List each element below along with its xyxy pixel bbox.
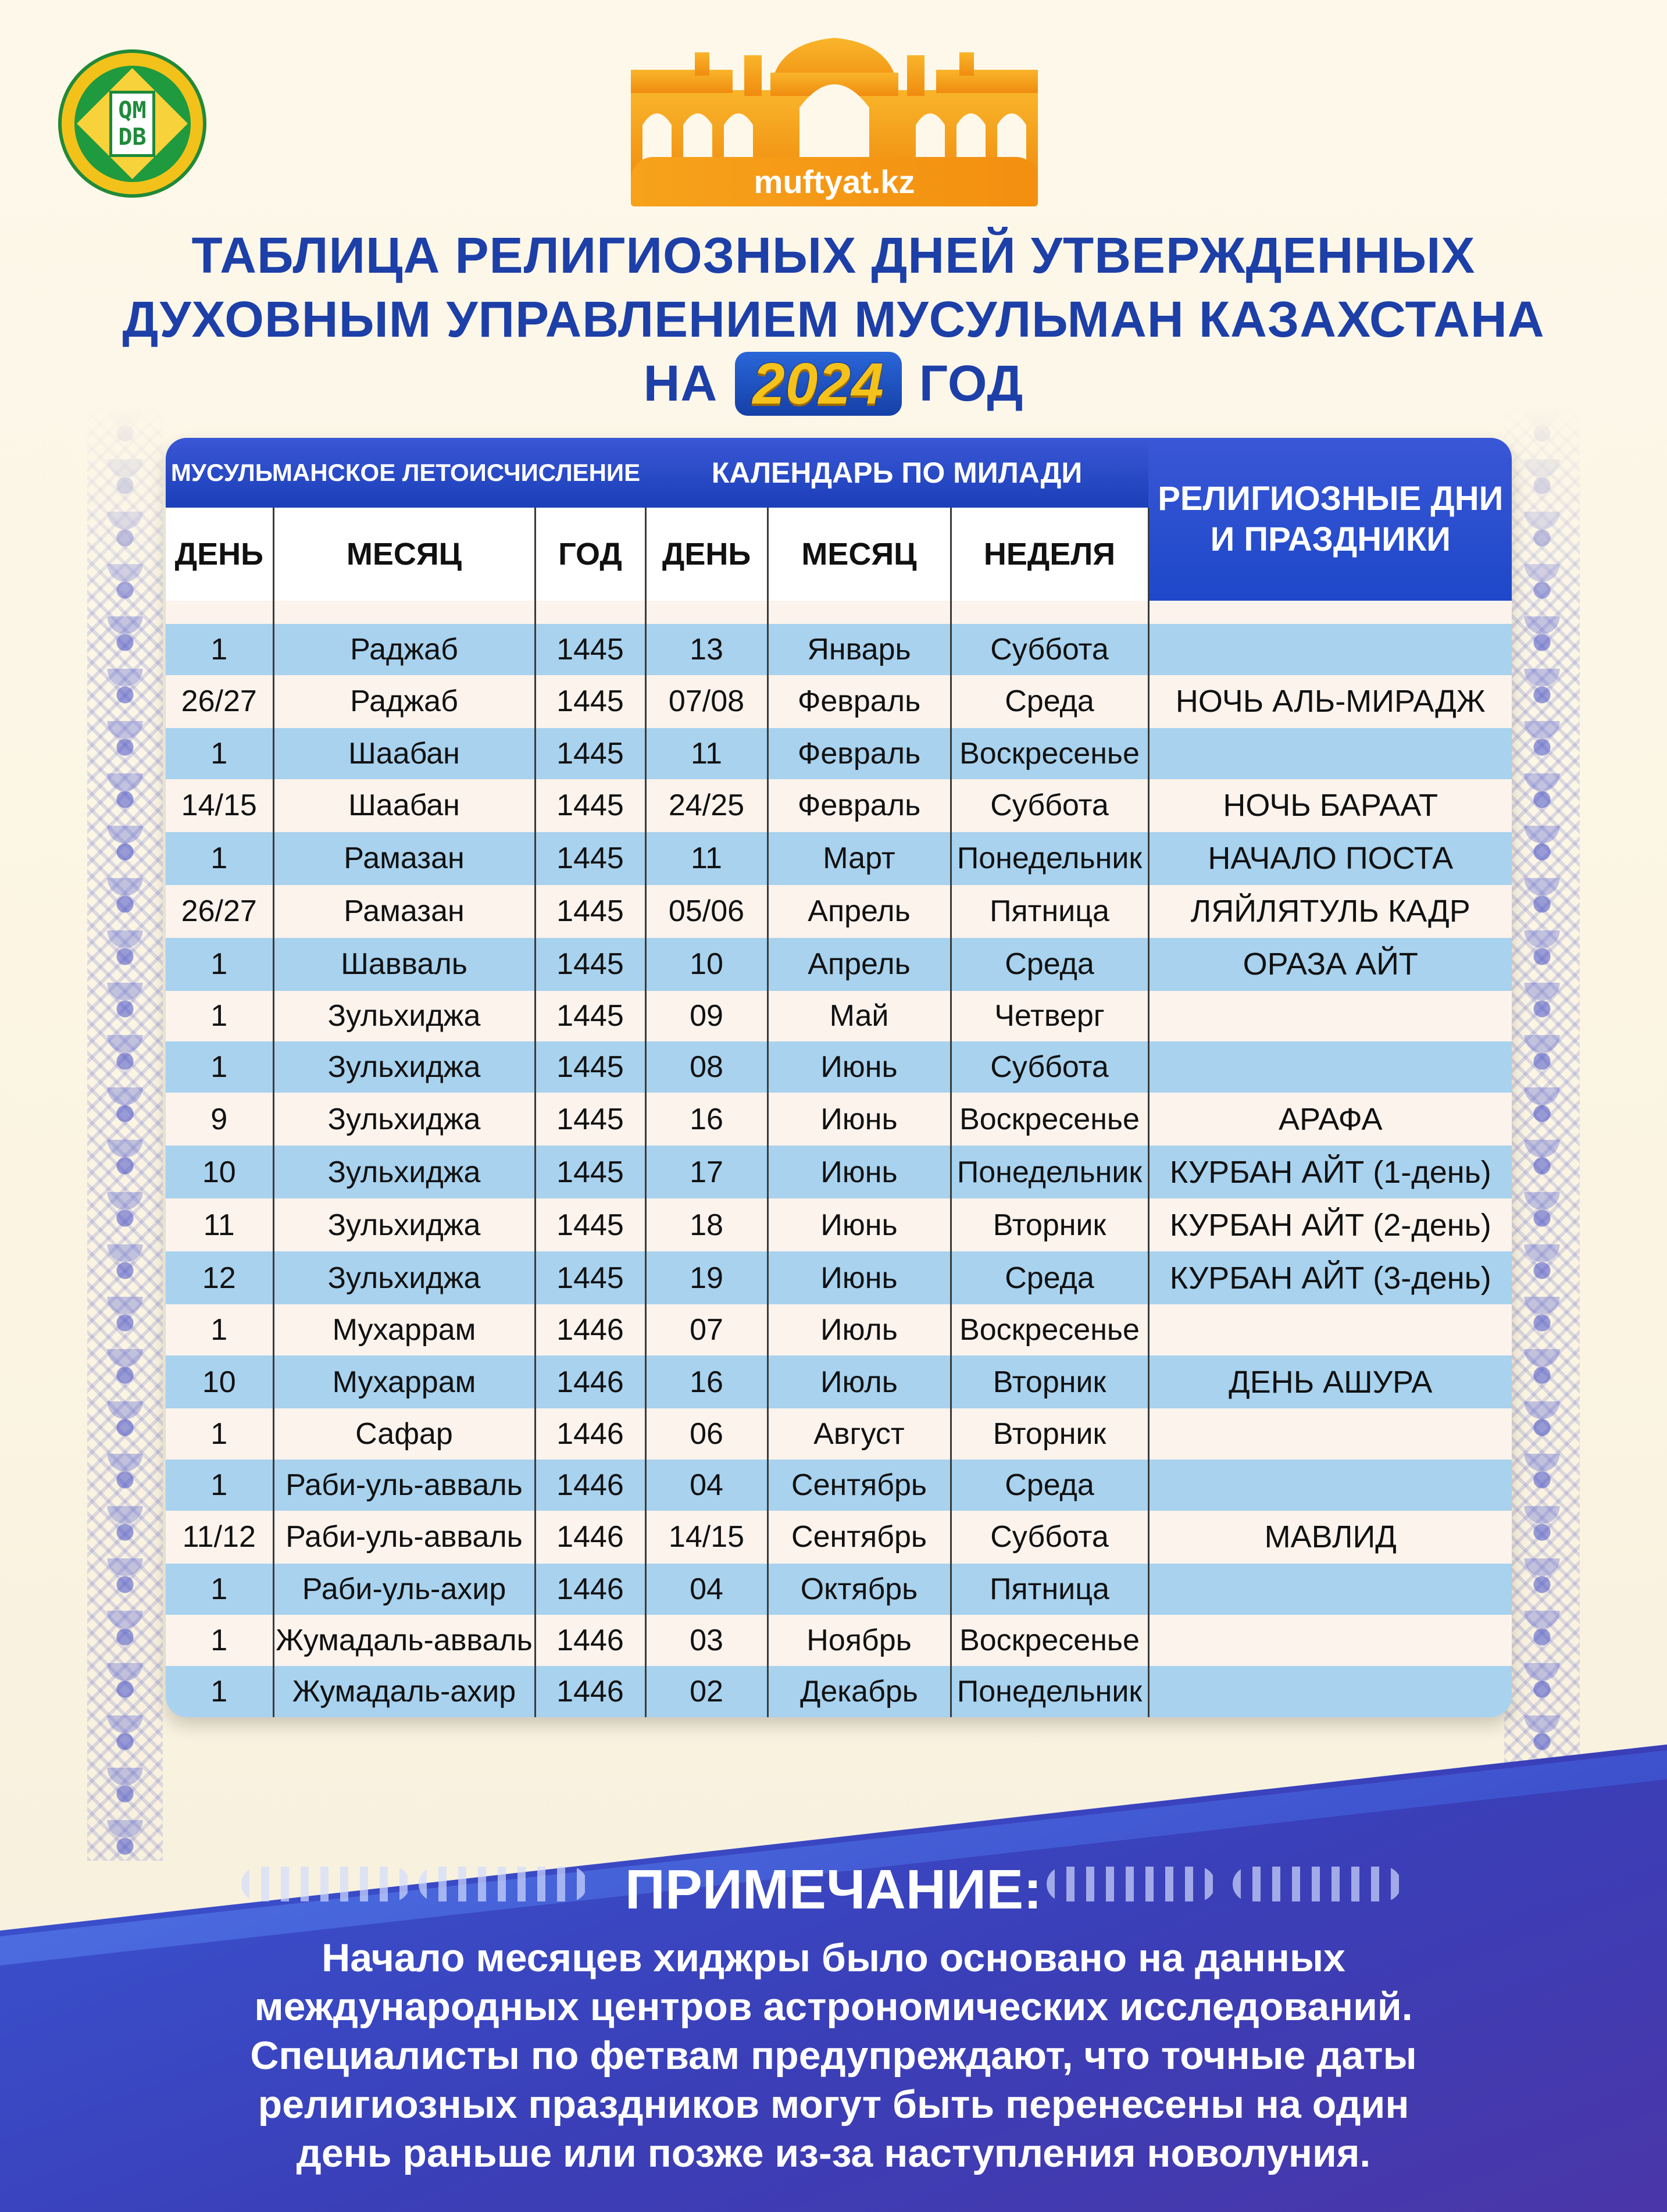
cell-weekday: Четверг (951, 991, 1148, 1042)
cell-weekday: Среда (951, 1460, 1148, 1511)
cell-miladi-day: 16 (645, 1093, 768, 1146)
cell-weekday: Вторник (951, 1198, 1148, 1251)
cell-religious-day: АРАФА (1148, 1093, 1512, 1146)
cell-hijri-year: 1445 (535, 1041, 645, 1093)
cell-hijri-day: 1 (166, 991, 273, 1042)
table-row (166, 1408, 1512, 1460)
cell-hijri-year: 1446 (535, 1666, 645, 1717)
cell-religious-day (1148, 1615, 1512, 1666)
cell-religious-day: НОЧЬ АЛЬ-МИРАДЖ (1148, 675, 1512, 728)
cell-hijri-day: 10 (166, 1355, 273, 1408)
page-title (0, 224, 1667, 416)
cell-hijri-month: Жумадаль-авваль (273, 1615, 535, 1666)
cell-weekday: Воскресенье (951, 1093, 1148, 1146)
cell-miladi-month: Октябрь (768, 1564, 951, 1615)
cell-weekday: Понедельник (951, 1666, 1148, 1717)
cell-miladi-day: 19 (645, 1251, 768, 1304)
table-row (166, 1304, 1512, 1355)
note-text (116, 1933, 1551, 2178)
cell-miladi-month: Июль (768, 1355, 951, 1408)
cell-miladi-day: 18 (645, 1198, 768, 1251)
cell-weekday: Среда (951, 938, 1148, 991)
cell-hijri-day: 26/27 (166, 675, 273, 728)
table-row (166, 1251, 1512, 1304)
cell-hijri-month: Зульхиджа (273, 991, 535, 1042)
year-badge: 2024 (735, 352, 901, 416)
cell-miladi-day: 16 (645, 1355, 768, 1408)
cell-hijri-year: 1446 (535, 1355, 645, 1408)
cell-religious-day (1148, 1564, 1512, 1615)
cell-miladi-month: Март (768, 832, 951, 885)
cell-hijri-day: 1 (166, 1615, 273, 1666)
cell-weekday: Воскресенье (951, 1304, 1148, 1355)
cell-weekday: Понедельник (951, 832, 1148, 885)
cell-miladi-month: Июнь (768, 1251, 951, 1304)
cell-weekday: Пятница (951, 1564, 1148, 1615)
cell-miladi-month: Февраль (768, 728, 951, 779)
col-header-month-miladi: МЕСЯЦ (768, 508, 951, 601)
table-row (166, 1460, 1512, 1511)
cell-hijri-day: 11/12 (166, 1511, 273, 1564)
cell-hijri-month: Зульхиджа (273, 1198, 535, 1251)
cell-miladi-month: Июнь (768, 1198, 951, 1251)
cell-hijri-month: Шавваль (273, 938, 535, 991)
cell-hijri-month: Раджаб (273, 624, 535, 675)
table-row (166, 1564, 1512, 1615)
cell-weekday: Вторник (951, 1408, 1148, 1460)
cell-miladi-day: 07 (645, 1304, 768, 1355)
cell-miladi-month: Июль (768, 1304, 951, 1355)
cell-religious-day: КУРБАН АЙТ (2-день) (1148, 1198, 1512, 1251)
cell-hijri-month: Сафар (273, 1408, 535, 1460)
cell-hijri-month: Рамазан (273, 885, 535, 938)
cell-miladi-day: 13 (645, 624, 768, 675)
cell-weekday: Воскресенье (951, 1615, 1148, 1666)
cell-hijri-day: 1 (166, 1041, 273, 1093)
table-row (166, 728, 1512, 779)
cell-religious-day: ДЕНЬ АШУРА (1148, 1355, 1512, 1408)
cell-miladi-month: Февраль (768, 675, 951, 728)
cell-hijri-day: 1 (166, 832, 273, 885)
cell-weekday: Воскресенье (951, 728, 1148, 779)
note-line: день раньше или позже из-за наступления новолуния. (296, 2131, 1371, 2175)
cell-hijri-year: 1446 (535, 1408, 645, 1460)
cell-miladi-month: Июнь (768, 1093, 951, 1146)
header-miladi-calendar: КАЛЕНДАРЬ ПО МИЛАДИ (645, 438, 1148, 508)
cell-hijri-year: 1445 (535, 779, 645, 832)
cell-religious-day: НАЧАЛО ПОСТА (1148, 832, 1512, 885)
cell-hijri-month: Шаабан (273, 779, 535, 832)
table-row (166, 1198, 1512, 1251)
cell-hijri-day: 1 (166, 1304, 273, 1355)
cell-miladi-month: Ноябрь (768, 1615, 951, 1666)
title-suffix: ГОД (919, 355, 1024, 412)
cell-hijri-day: 11 (166, 1198, 273, 1251)
cell-hijri-month: Мухаррам (273, 1355, 535, 1408)
cell-hijri-year: 1446 (535, 1564, 645, 1615)
cell-hijri-year: 1446 (535, 1511, 645, 1564)
cell-hijri-day: 1 (166, 1564, 273, 1615)
cell-hijri-month: Раби-уль-ахир (273, 1564, 535, 1615)
cell-hijri-month: Мухаррам (273, 1304, 535, 1355)
cell-religious-day: КУРБАН АЙТ (1-день) (1148, 1146, 1512, 1198)
qmdb-logo (58, 49, 206, 198)
table-row (166, 1355, 1512, 1408)
cell-weekday: Суббота (951, 1041, 1148, 1093)
cell-hijri-year: 1445 (535, 1093, 645, 1146)
cell-hijri-month: Рамазан (273, 832, 535, 885)
logo-text-bottom: DB (118, 123, 147, 151)
cell-hijri-month: Раби-уль-авваль (273, 1460, 535, 1511)
left-ornament (87, 407, 163, 1861)
cell-weekday: Суббота (951, 779, 1148, 832)
right-ornament (1504, 407, 1580, 1861)
cell-hijri-year: 1445 (535, 1146, 645, 1198)
note-line: Специалисты по фетвам предупреждают, что точные даты (250, 2033, 1417, 2078)
cell-hijri-year: 1446 (535, 1615, 645, 1666)
cell-hijri-year: 1445 (535, 624, 645, 675)
header-religious-days: РЕЛИГИОЗНЫЕ ДНИ И ПРАЗДНИКИ (1148, 438, 1512, 601)
cell-religious-day (1148, 1041, 1512, 1093)
note-title: ПРИМЕЧАНИЕ: (624, 1858, 1043, 1921)
table-row (166, 1146, 1512, 1198)
note-line: международных центров астрономических исследований. (254, 1985, 1413, 2029)
cell-miladi-month: Июнь (768, 1041, 951, 1093)
cell-miladi-day: 24/25 (645, 779, 768, 832)
cell-weekday: Суббота (951, 624, 1148, 675)
cell-hijri-day: 26/27 (166, 885, 273, 938)
cell-hijri-year: 1445 (535, 938, 645, 991)
cell-hijri-month: Жумадаль-ахир (273, 1666, 535, 1717)
cell-miladi-day: 03 (645, 1615, 768, 1666)
cell-miladi-day: 04 (645, 1460, 768, 1511)
cell-miladi-day: 10 (645, 938, 768, 991)
cell-weekday: Понедельник (951, 1146, 1148, 1198)
table-row (166, 1511, 1512, 1564)
note-line: Начало месяцев хиджры было основано на данных (322, 1936, 1345, 1980)
cell-hijri-month: Зульхиджа (273, 1093, 535, 1146)
title-prefix: НА (643, 355, 718, 412)
cell-religious-day (1148, 1408, 1512, 1460)
table-row (166, 885, 1512, 938)
site-url-badge: muftyat.kz (631, 157, 1038, 206)
cell-hijri-year: 1446 (535, 1460, 645, 1511)
cell-religious-day: ЛЯЙЛЯТУЛЬ КАДР (1148, 885, 1512, 938)
cell-religious-day: ОРАЗА АЙТ (1148, 938, 1512, 991)
table-row (166, 624, 1512, 675)
cell-weekday: Суббота (951, 1511, 1148, 1564)
cell-religious-day: КУРБАН АЙТ (3-день) (1148, 1251, 1512, 1304)
note-line: религиозных праздников могут быть перенесены на один (258, 2082, 1409, 2127)
cell-miladi-month: Сентябрь (768, 1511, 951, 1564)
cell-miladi-month: Январь (768, 624, 951, 675)
cell-hijri-month: Зульхиджа (273, 1041, 535, 1093)
table-row (166, 832, 1512, 885)
cell-hijri-day: 14/15 (166, 779, 273, 832)
col-header-weekday: НЕДЕЛЯ (951, 508, 1148, 601)
cell-hijri-day: 1 (166, 1666, 273, 1717)
cell-miladi-month: Июнь (768, 1146, 951, 1198)
cell-miladi-day: 14/15 (645, 1511, 768, 1564)
cell-hijri-day: 1 (166, 938, 273, 991)
cell-religious-day (1148, 1666, 1512, 1717)
cell-hijri-year: 1445 (535, 1251, 645, 1304)
table-row (166, 1041, 1512, 1093)
table-row (166, 779, 1512, 832)
cell-miladi-day: 06 (645, 1408, 768, 1460)
cell-hijri-month: Шаабан (273, 728, 535, 779)
cell-weekday: Вторник (951, 1355, 1148, 1408)
cell-religious-day (1148, 624, 1512, 675)
cell-hijri-year: 1445 (535, 991, 645, 1042)
cell-religious-day (1148, 991, 1512, 1042)
cell-religious-day (1148, 1304, 1512, 1355)
cell-hijri-year: 1445 (535, 885, 645, 938)
cell-hijri-year: 1446 (535, 1304, 645, 1355)
cell-miladi-day: 07/08 (645, 675, 768, 728)
cell-miladi-month: Май (768, 991, 951, 1042)
cell-miladi-month: Апрель (768, 938, 951, 991)
table-row (166, 675, 1512, 728)
table-row (166, 1666, 1512, 1717)
table-row (166, 938, 1512, 991)
cell-religious-day (1148, 728, 1512, 779)
cell-hijri-day: 10 (166, 1146, 273, 1198)
cell-hijri-day: 1 (166, 1460, 273, 1511)
col-header-day: ДЕНЬ (166, 508, 273, 601)
cell-miladi-month: Декабрь (768, 1666, 951, 1717)
cell-hijri-month: Раджаб (273, 675, 535, 728)
cell-hijri-month: Раби-уль-авваль (273, 1511, 535, 1564)
cell-hijri-year: 1445 (535, 1198, 645, 1251)
cell-miladi-day: 11 (645, 832, 768, 885)
cell-weekday: Пятница (951, 885, 1148, 938)
cell-miladi-day: 09 (645, 991, 768, 1042)
calendar-table (166, 438, 1512, 1717)
col-header-year: ГОД (535, 508, 645, 601)
cell-religious-day (1148, 1460, 1512, 1511)
cell-hijri-day: 1 (166, 624, 273, 675)
cell-miladi-day: 11 (645, 728, 768, 779)
cell-hijri-day: 1 (166, 728, 273, 779)
col-header-day-miladi: ДЕНЬ (645, 508, 768, 601)
cell-hijri-day: 12 (166, 1251, 273, 1304)
cell-religious-day: МАВЛИД (1148, 1511, 1512, 1564)
header-muslim-calendar: МУСУЛЬМАНСКОЕ ЛЕТОИСЧИСЛЕНИЕ (166, 438, 645, 508)
cell-hijri-month: Зульхиджа (273, 1146, 535, 1198)
title-line-1: ТАБЛИЦА РЕЛИГИОЗНЫХ ДНЕЙ УТВЕРЖДЕННЫХ (191, 227, 1476, 284)
cell-miladi-month: Апрель (768, 885, 951, 938)
table-row (166, 1615, 1512, 1666)
cell-religious-day: НОЧЬ БАРААТ (1148, 779, 1512, 832)
cell-hijri-year: 1445 (535, 728, 645, 779)
spacer-row (166, 601, 1512, 624)
cell-hijri-day: 1 (166, 1408, 273, 1460)
logo-text-top: QM (118, 97, 147, 124)
col-header-month: МЕСЯЦ (273, 508, 535, 601)
cell-weekday: Среда (951, 675, 1148, 728)
title-line-2: ДУХОВНЫМ УПРАВЛЕНИЕМ МУСУЛЬМАН КАЗАХСТАНА (122, 291, 1545, 348)
cell-hijri-year: 1445 (535, 675, 645, 728)
cell-miladi-day: 17 (645, 1146, 768, 1198)
cell-weekday: Среда (951, 1251, 1148, 1304)
cell-hijri-year: 1445 (535, 832, 645, 885)
cell-hijri-month: Зульхиджа (273, 1251, 535, 1304)
table-row (166, 1093, 1512, 1146)
table-row (166, 991, 1512, 1042)
cell-miladi-day: 05/06 (645, 885, 768, 938)
cell-miladi-month: Февраль (768, 779, 951, 832)
cell-miladi-month: Сентябрь (768, 1460, 951, 1511)
cell-miladi-day: 04 (645, 1564, 768, 1615)
calendar-table-card (166, 438, 1512, 1717)
cell-miladi-day: 02 (645, 1666, 768, 1717)
cell-hijri-day: 9 (166, 1093, 273, 1146)
cell-miladi-month: Август (768, 1408, 951, 1460)
cell-miladi-day: 08 (645, 1041, 768, 1093)
